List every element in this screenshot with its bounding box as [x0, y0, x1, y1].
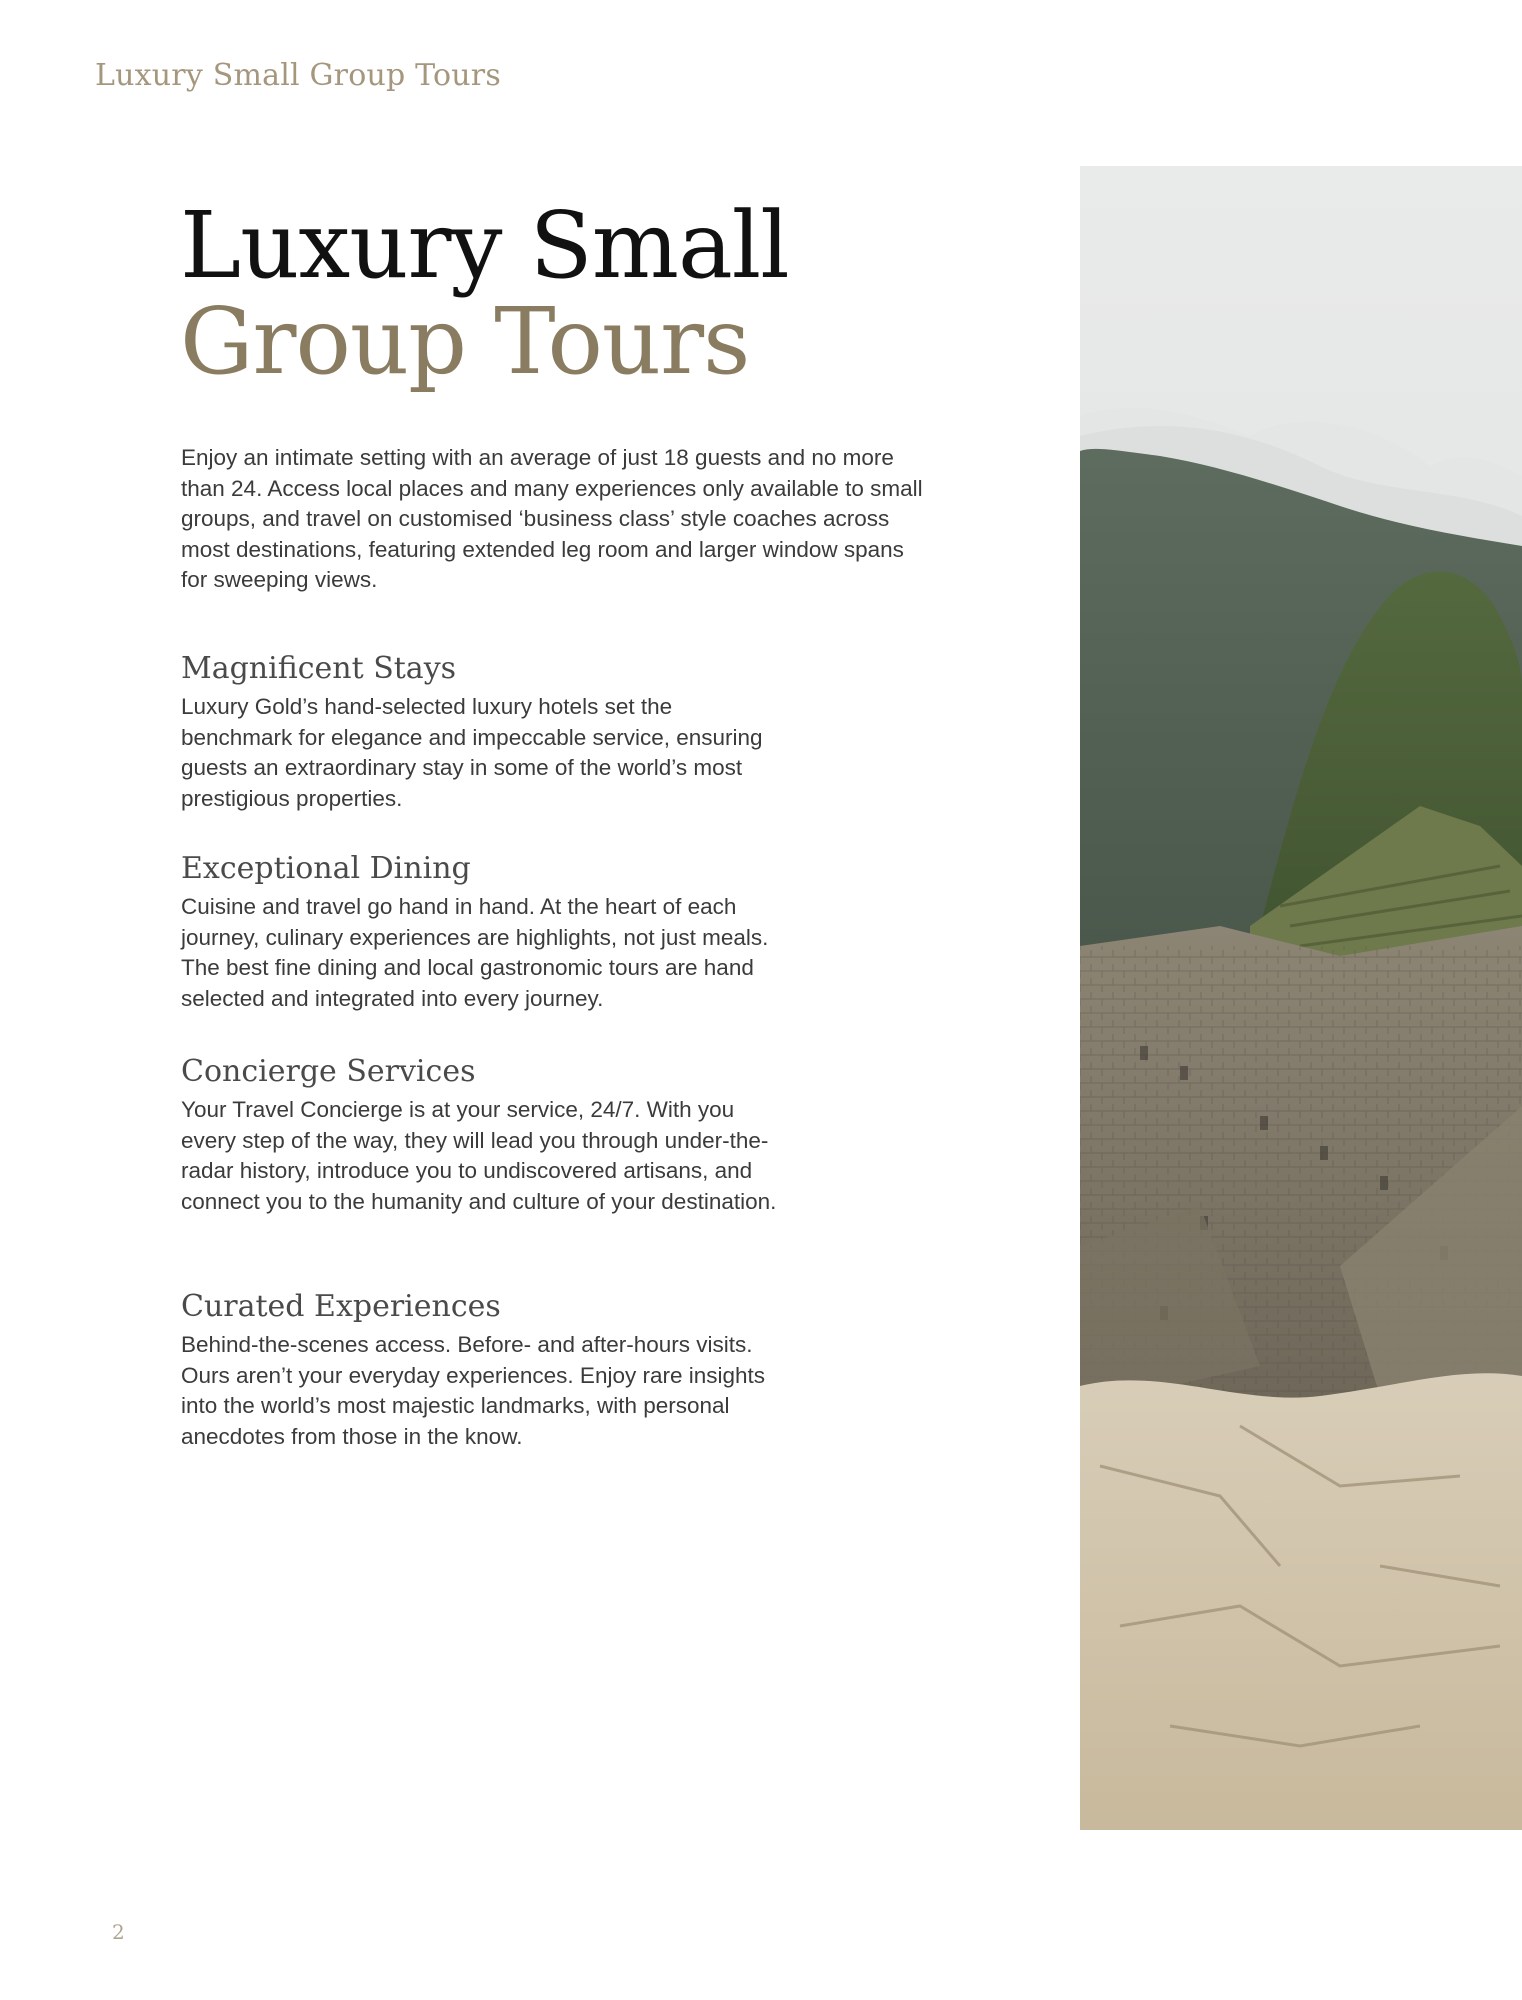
section-heading: Curated Experiences: [181, 1289, 501, 1324]
section-body: Cuisine and travel go hand in hand. At the heart of each journey, culinary experiences are highlights, not just meals. The best fine dining and local gastronomic tours are hand selected and integrated into every journey.: [181, 894, 769, 1011]
section-body: Your Travel Concierge is at your service, 24/7. With you every step of the way, they will lead you through under-the-radar history, introduce you to undiscovered artisans, and connect you to the humanity and culture of your destination.: [181, 1097, 777, 1214]
section-exceptional-dining: [181, 850, 781, 1014]
machu-picchu-photo: [1080, 166, 1522, 1830]
section-body: Luxury Gold’s hand-selected luxury hotels set the benchmark for elegance and impeccable service, ensuring guests an extraordinary stay in some of the world’s most prestigious properties.: [181, 694, 763, 811]
running-header: Luxury Small Group Tours: [95, 58, 501, 93]
intro-paragraph: Enjoy an intimate setting with an average of just 18 guests and no more than 24. Access local places and many experiences only available to small groups, and travel on customised ‘business class’ style coaches across most destinations, featuring extended leg room and larger window spans for sweeping views.: [181, 445, 923, 593]
section-heading: Concierge Services: [181, 1054, 476, 1089]
section-concierge-services: [181, 1053, 781, 1217]
section-magnificent-stays: [181, 650, 781, 814]
section-heading: Exceptional Dining: [181, 851, 471, 886]
section-heading: Magnificent Stays: [181, 651, 457, 686]
page-title-line-2: Group Tours: [180, 288, 750, 395]
page-title-line-1: Luxury Small: [180, 192, 789, 299]
page-title: [180, 192, 789, 395]
page-number: 2: [112, 1920, 125, 1944]
section-curated-experiences: [181, 1288, 781, 1452]
section-body: Behind-the-scenes access. Before- and after-hours visits. Ours aren’t your everyday experiences. Enjoy rare insights into the world’s most majestic landmarks, with personal anecdotes from those in the know.: [181, 1332, 766, 1449]
